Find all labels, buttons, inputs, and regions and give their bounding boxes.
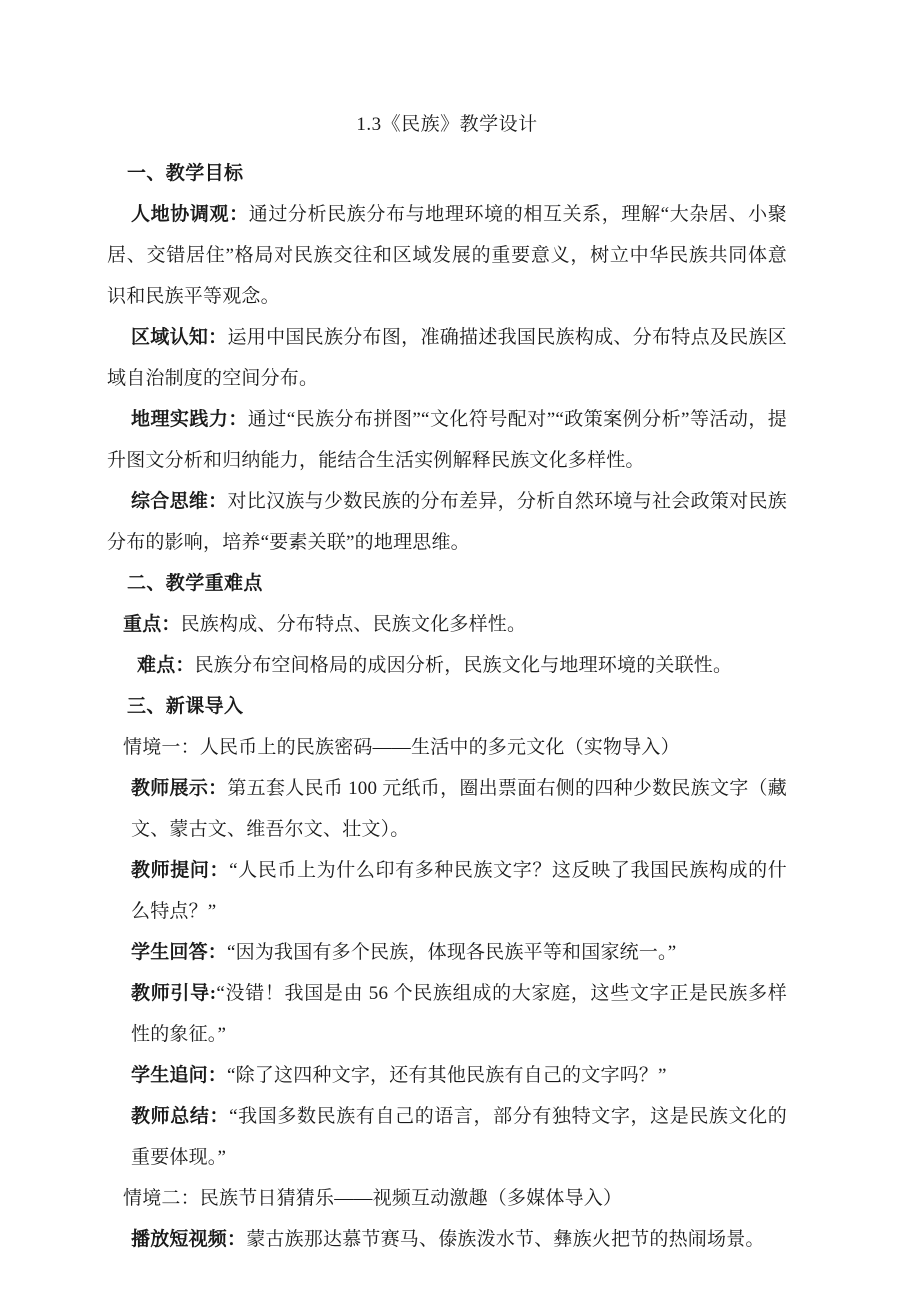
paragraph-difficult-points — [107, 645, 787, 686]
scene-two-title: 情境二：民族节日猜猜乐——视频互动激趣（多媒体导入） — [123, 1188, 623, 1209]
paragraph-label: 难点： — [137, 655, 195, 676]
paragraph-human-land-coordination — [107, 194, 787, 317]
document-content — [107, 104, 787, 1260]
paragraph-text: 通过“民族分布拼图”“文化符号配对”“政策案例分析”等活动，提升图文分析和归纳能力，能结合生活实例解释民族文化多样性。 — [107, 409, 787, 471]
dialog-text: “除了这四种文字，还有其他民族有自己的文字吗？” — [227, 1065, 667, 1086]
paragraph-comprehensive-thinking — [107, 481, 787, 563]
paragraph-label: 重点： — [123, 614, 181, 635]
dialog-label: 教师展示： — [131, 778, 228, 799]
section-heading-key-difficult-points: 二、教学重难点 — [127, 573, 263, 594]
dialog-label: 教师提问： — [131, 860, 230, 881]
section-heading-new-lesson-introduction: 三、新课导入 — [127, 696, 244, 717]
dialog-label: 学生追问： — [131, 1065, 228, 1086]
dialog-text: 蒙古族那达慕节赛马、傣族泼水节、彝族火把节的热闹场景。 — [246, 1229, 765, 1250]
paragraph-label: 综合思维： — [131, 491, 228, 512]
dialog-teacher-display — [107, 768, 787, 850]
paragraph-text: 民族分布空间格局的成因分析，民族文化与地理环境的关联性。 — [194, 655, 733, 676]
paragraph-geographic-practice — [107, 399, 787, 481]
page-title: 1.3《民族》教学设计 — [356, 114, 538, 135]
paragraph-text: 民族构成、分布特点、民族文化多样性。 — [180, 614, 527, 635]
dialog-text: “没错！我国是由 56 个民族组成的大家庭，这些文字正是民族多样性的象征。” — [131, 983, 787, 1045]
dialog-play-short-video — [107, 1219, 787, 1260]
dialog-student-answer — [107, 932, 787, 973]
dialog-label: 学生回答： — [131, 942, 228, 963]
section-heading-teaching-objectives: 一、教学目标 — [127, 163, 244, 184]
paragraph-text: 对比汉族与少数民族的分布差异，分析自然环境与社会政策对民族分布的影响，培养“要素关联”的地理思维。 — [107, 491, 787, 553]
scene-one-title: 情境一：人民币上的民族密码——生活中的多元文化（实物导入） — [123, 737, 680, 758]
paragraph-key-points — [107, 604, 787, 645]
dialog-text: “人民币上为什么印有多种民族文字？这反映了我国民族构成的什么特点？” — [131, 860, 787, 922]
dialog-student-followup — [107, 1055, 787, 1096]
dialog-text: “我国多数民族有自己的语言，部分有独特文字，这是民族文化的重要体现。” — [131, 1106, 787, 1168]
dialog-teacher-summary — [107, 1096, 787, 1178]
paragraph-label: 区域认知： — [131, 327, 228, 348]
dialog-teacher-question — [107, 850, 787, 932]
dialog-label: 教师总结： — [131, 1106, 230, 1127]
paragraph-text: 运用中国民族分布图，准确描述我国民族构成、分布特点及民族区域自治制度的空间分布。 — [107, 327, 787, 389]
paragraph-label: 地理实践力： — [131, 409, 248, 430]
dialog-text: “因为我国有多个民族，体现各民族平等和国家统一。” — [227, 942, 677, 963]
dialog-label: 教师引导: — [131, 983, 217, 1004]
paragraph-label: 人地协调观： — [131, 204, 249, 225]
dialog-text: 第五套人民币 100 元纸币，圈出票面右侧的四种少数民族文字（藏文、蒙古文、维吾尔文、壮文）。 — [131, 778, 787, 840]
paragraph-regional-cognition — [107, 317, 787, 399]
dialog-label: 播放短视频： — [131, 1229, 247, 1250]
dialog-teacher-guidance — [107, 973, 787, 1055]
paragraph-text: 通过分析民族分布与地理环境的相互关系，理解“大杂居、小聚居、交错居住”格局对民族交往和区域发展的重要意义，树立中华民族共同体意识和民族平等观念。 — [107, 204, 787, 307]
